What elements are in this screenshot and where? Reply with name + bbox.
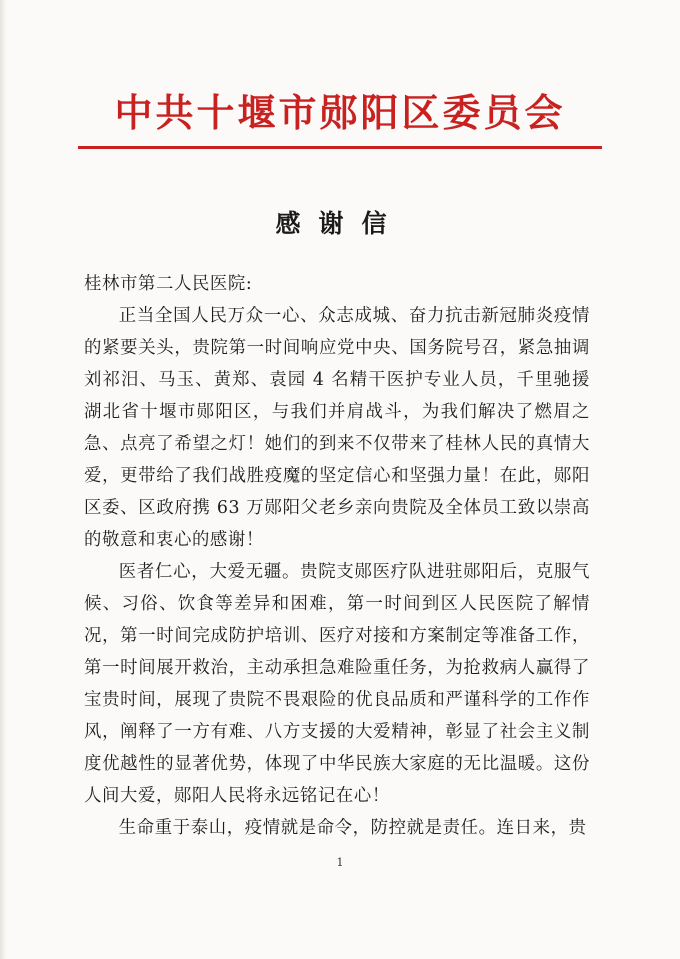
letterhead-title: 中共十堰市郧阳区委员会	[114, 90, 566, 135]
paragraph-1: 正当全国人民万众一心、众志成城、奋力抗击新冠肺炎疫情的紧要关头，贵院第一时间响应党中央、国务院号召，紧急抽调刘祁汨、马玉、黄郑、袁园 4 名精干医护专业人员，千里驰援湖北省十堰市郧阳区，与我们并肩战斗，为我们解决了燃眉之急、点亮了希望之灯！她们的到来不仅带来了桂林人民的真情大爱，更带给了我们战胜疫魔的坚定信心和坚强力量！在此，郧阳区委、区政府携 63 万郧阳父老乡亲向贵院及全体员工致以崇高的敬意和衷心的感谢！	[84, 306, 590, 550]
scan-edge-shadow	[0, 0, 6, 959]
letterhead-red-rule	[78, 146, 602, 149]
paragraph-3: 生命重于泰山，疫情就是命令，防控就是责任。连日来，贵	[118, 818, 587, 838]
paragraph-2: 医者仁心，大爱无疆。贵院支郧医疗队进驻郧阳后，克服气候、习俗、饮食等差异和困难，第一时间到区人民医院了解情况，第一时间完成防护培训、医疗对接和方案制定等准备工作，第一时间展开救治，主动承担急难险重任务，为抢救病人赢得了宝贵时间，展现了贵院不畏艰险的优良品质和严谨科学的工作作风，阐释了一方有难、八方支援的大爱精神，彰显了社会主义制度优越性的显著优势，体现了中华民族大家庭的无比温暖。这份人间大爱，郧阳人民将永远铭记在心！	[84, 562, 590, 806]
salutation: 桂林市第二人民医院:	[84, 274, 253, 294]
letter-body	[84, 268, 590, 844]
page-number: 1	[336, 856, 344, 869]
document-title: 感谢信	[275, 209, 405, 238]
